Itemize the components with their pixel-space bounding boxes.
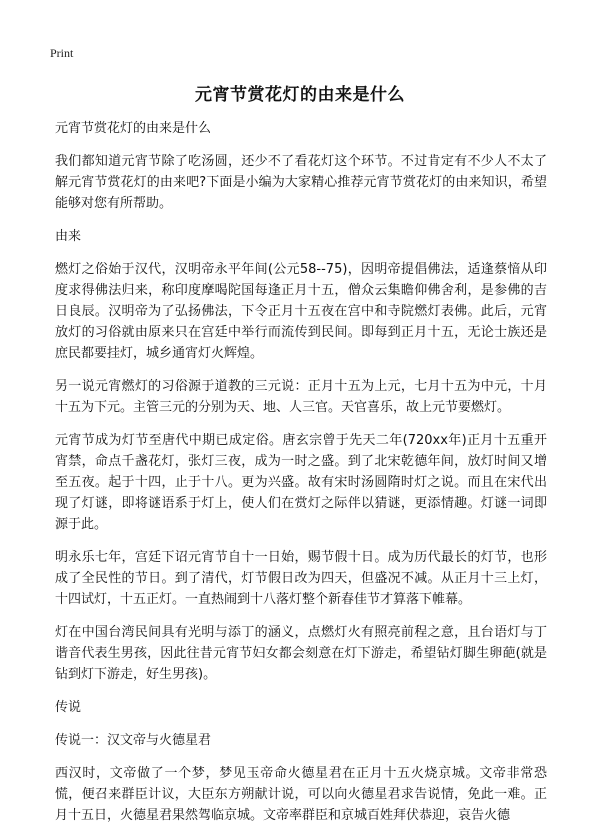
- page-title: 元宵节赏花灯的由来是什么: [195, 85, 405, 105]
- section-heading-origin: 由来: [55, 229, 82, 244]
- print-link[interactable]: Print: [50, 46, 74, 60]
- paragraph-ming-qing: 明永乐七年，宫廷下诏元宵节自十一日始，赐节假十日。成为历代最长的灯节，也形成了全民性的节日。到了清代，灯节假日改为四天，但盛况不减。从正月十三上灯，十四试灯，十五正灯。一直热闹到十八落灯整个新春佳节才算落下帷幕。: [55, 550, 547, 607]
- intro-paragraph: 我们都知道元宵节除了吃汤圆，还少不了看花灯这个环节。不过肯定有不少人不太了解元宵节赏花灯的由来吧?下面是小编为大家精心推荐元宵节赏花灯的由来知识，希望能够对您有所帮助。: [55, 154, 547, 211]
- article-body: [55, 118, 547, 828]
- paragraph-taoism: 另一说元宵燃灯的习俗源于道教的三元说：正月十五为上元，七月十五为中元，十月十五为下元。主管三元的分别为天、地、人三官。天官喜乐，故上元节要燃灯。: [55, 379, 547, 415]
- paragraph-han-dynasty: 燃灯之俗始于汉代，汉明帝永平年间(公元58--75)，因明帝提倡佛法，适逢蔡愔从印度求得佛法归来，称印度摩喝陀国每逢正月十五，僧众云集瞻仰佛舍利，是参佛的吉日良辰。汉明帝为了弘扬佛法，下令正月十五夜在宫中和寺院燃灯表佛。此后，元宵放灯的习俗就由原来只在宫廷中举行而流传到民间。即每到正月十五，无论士族还是庶民都要挂灯，城乡通宵灯火辉煌。: [55, 262, 547, 361]
- article-subtitle: 元宵节赏花灯的由来是什么: [55, 121, 212, 136]
- paragraph-legend-one: 西汉时，文帝做了一个梦，梦见玉帝命火德星君在正月十五火烧京城。文帝非常恐慌，便召来群臣计议，大臣东方朔献计说，可以向火德星君求告说情，免此一难。正月十五日，火德星君果然驾临京城。文帝率群臣和京城百姓拜伏恭迎，哀告火德: [55, 766, 547, 823]
- legend-one-heading: 传说一：汉文帝与火德星君: [55, 733, 212, 748]
- paragraph-taiwan: 灯在中国台湾民间具有光明与添丁的涵义，点燃灯火有照亮前程之意，且台语灯与丁谐音代表生男孩，因此往昔元宵节妇女都会刻意在灯下游走，希望钻灯脚生卵葩(就是钻到灯下游走，好生男孩)。: [55, 625, 547, 682]
- paragraph-tang-song: 元宵节成为灯节至唐代中期已成定俗。唐玄宗曾于先天二年(720xx年)正月十五重开宵禁，命点千盏花灯，张灯三夜，成为一时之盛。到了北宋乾德年间，放灯时间又增至五夜。起于十四，止于十八。更为兴盛。故有宋时汤圆隋时灯之说。而且在宋代出现了灯谜，即将谜语系于灯上，使人们在赏灯之际伴以猜谜，更添情趣。灯谜一词即源于此。: [55, 433, 547, 532]
- section-heading-legend: 传说: [55, 700, 82, 715]
